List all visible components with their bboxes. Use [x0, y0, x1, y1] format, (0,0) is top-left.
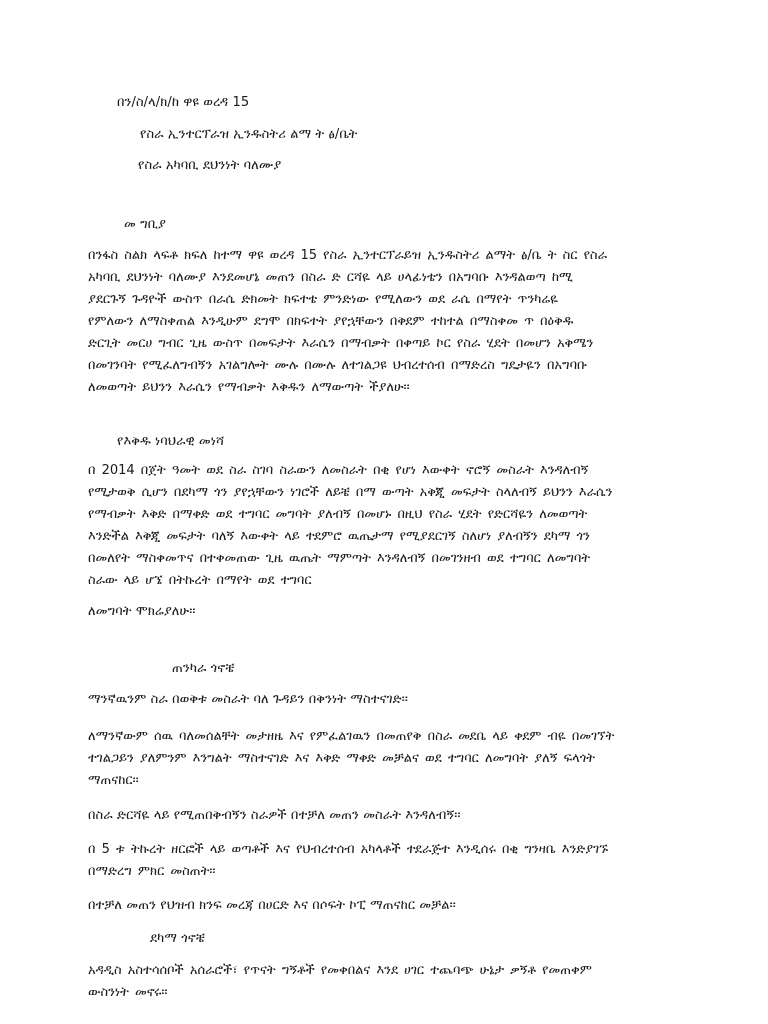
- intro-line: ድርጊት መርሀ ግብር ጊዜ ውስጥ በመፍታት እራሴን በማብቃት በቀጣይ ኮር የስራ ሂደት በመሆን አቅሜን: [88, 336, 594, 351]
- intro-line: ያደርጉኝ ጉዳዮች ውስጥ በራሴ ድክመት ክፍተቴ ምንድነው የሚለውን ወደ ራሴ በማየት ጥንካሬዬ: [88, 292, 559, 307]
- intro-line: በንፋስ ስልክ ላፍቶ ክፍለ ከተማ ዋዩ ወረዳ 15 የስራ ኢንተርፕራይዝ ኢንዱስትሪ ልማት ፅ/ቤ ት ስር የስራ: [88, 248, 607, 263]
- intro-heading: መ ግቢያ: [124, 217, 166, 232]
- intro-line: ለመወጣት ይህንን እራሴን የማብቃት እቅዱን ለማውጣት ችያለሁ፡፡: [88, 380, 410, 395]
- intro-line: አካባቢ ደህንነት ባለሙያ እንደመሆኔ መጠን በስራ ድ ርሻዬ ላይ ሀላፊነቴን በአግባቡ እንዳልወጣ ከሚ: [88, 270, 573, 285]
- weakness-line: ውስንነት መኖሩ፡፡: [88, 985, 168, 1000]
- plan-closing: ለመግባት ሞክሬያለሁ፡፡: [88, 604, 196, 619]
- plan-paragraph: [88, 460, 678, 592]
- strength-item: [88, 726, 678, 792]
- plan-line: የሚታወቅ ሲሆን በደካማ ጎን ያየኋቸውን ነገሮች ለይቼ በማ ውጣት አቅጂ መፍታት ስላለብኝ ይህንን እራሴን: [88, 485, 613, 500]
- strength-line: በ 5 ቱ ትኩረት ዘርፎች ላይ ወጣቶች እና የህብረተሰብ አካላቶች ተደራጅተ እንዲሰሩ በቂ ግንዛቤ እንድያገኙ: [88, 842, 608, 857]
- strength-item: [88, 839, 678, 883]
- weakness-line: አዳዲስ አስተሳሰቦች አሰራሮች፣ የጥናት ግኝቶች የመቀበልና እንደ ሀገር ተጨባጭ ሁኔታ ቃኝቶ የመጠቀም: [88, 963, 592, 978]
- intro-line: በመገንባት የሚፈለግብኝን አገልግሎት ሙሉ በሙሉ ለተገልጋዩ ህብረተሰብ በማድረስ ግዴታዬን በአግባቡ: [88, 358, 588, 373]
- office-line: በን/ስ/ላ/ክ/ከ ዋዩ ወረዳ 15: [117, 95, 250, 110]
- strength-item: ማንኛዉንም ስራ በወቅቱ መስራት ባለ ጉዳይን በቅንነት ማስተናገድ፡፡: [88, 692, 409, 707]
- intro-paragraph: [88, 245, 678, 399]
- plan-line: በ 2014 በጀት ዓመት ወደ ስራ ስገባ ስራውን ለመስራት በቂ የሆነ እውቀት ኖሮኝ መስራት እንዳለብኝ: [88, 463, 589, 478]
- strength-item: በስራ ድርሻዬ ላይ የሚጠበቅብኝን ስራዎች በተቻለ መጠን መስራት እንዳለብኝ፡፡: [88, 808, 461, 823]
- strength-line: ለማንኛውም ሰዉ ባለመሰልቸት መታዘዜ እና የምፈልገዉን በመጠየቅ በስራ መደቤ ላይ ቀደም ብዬ በመገኘት: [88, 729, 615, 744]
- strength-line: ተገልጋይን ያለምንም እንግልት ማስተናገድ እና እቅድ ማቀድ መቻልና ወደ ተግባር ለመግባት ያለኝ ፍላጎት: [88, 751, 595, 766]
- plan-line: እንድችል እቅጂ መፍታት ባለኝ እውቀት ላይ ተደምሮ ዉጤታማ የሚያደርገኝ ስለሆነ ያለብኝን ደካማ ጎን: [88, 529, 590, 544]
- weakness-item: [88, 960, 678, 1004]
- plan-line: ስራው ላይ ሆኜ በትኩረት በማየት ወደ ተግባር: [88, 573, 312, 588]
- strengths-heading: ጠንካራ ጎኖቼ: [172, 661, 235, 676]
- strength-line: ማጠናከር፡፡: [88, 773, 139, 788]
- strength-line: በማድረግ ምክር መስጠት፡፡: [88, 864, 216, 879]
- weaknesses-heading: ደካማ ጎኖቼ: [150, 931, 206, 946]
- intro-line: የምለውን ለማስቀጠል እንዲሁም ደግሞ በክፍተት ያየኋቸውን በቅደም ተከተል በማስቀመ ጥ በዕቅዱ: [88, 314, 574, 329]
- author-role: የስራ አካባቢ ደህንነት ባለሙያ: [138, 158, 282, 173]
- strength-item: በተቻለ መጠን የህዝብ ክንፍ መረጃ በሀርድ እና በሶፍት ኮፒ ማጠናከር መቻል፡፡: [88, 898, 456, 913]
- plan-line: በመለየት ማስቀመጥና በተቀመጠው ጊዜ ዉጤት ማምጣት እንዳለብኝ በመገንዘብ ወደ ተግባር ለመግባት: [88, 551, 591, 566]
- plan-heading: የእቅዱ ነባህራዊ መነሻ: [117, 434, 225, 449]
- plan-line: የማብቃት እቅድ በማቀድ ወደ ተግባር መግባት ያለብኝ በመሆኑ በዚህ የስራ ሂደት የድርሻዬን ለመወጣት: [88, 507, 588, 522]
- office-subtitle: የስራ ኢንተርፕራዝ ኢንዱስትሪ ልማ ት ፅ/ቤት: [140, 127, 358, 142]
